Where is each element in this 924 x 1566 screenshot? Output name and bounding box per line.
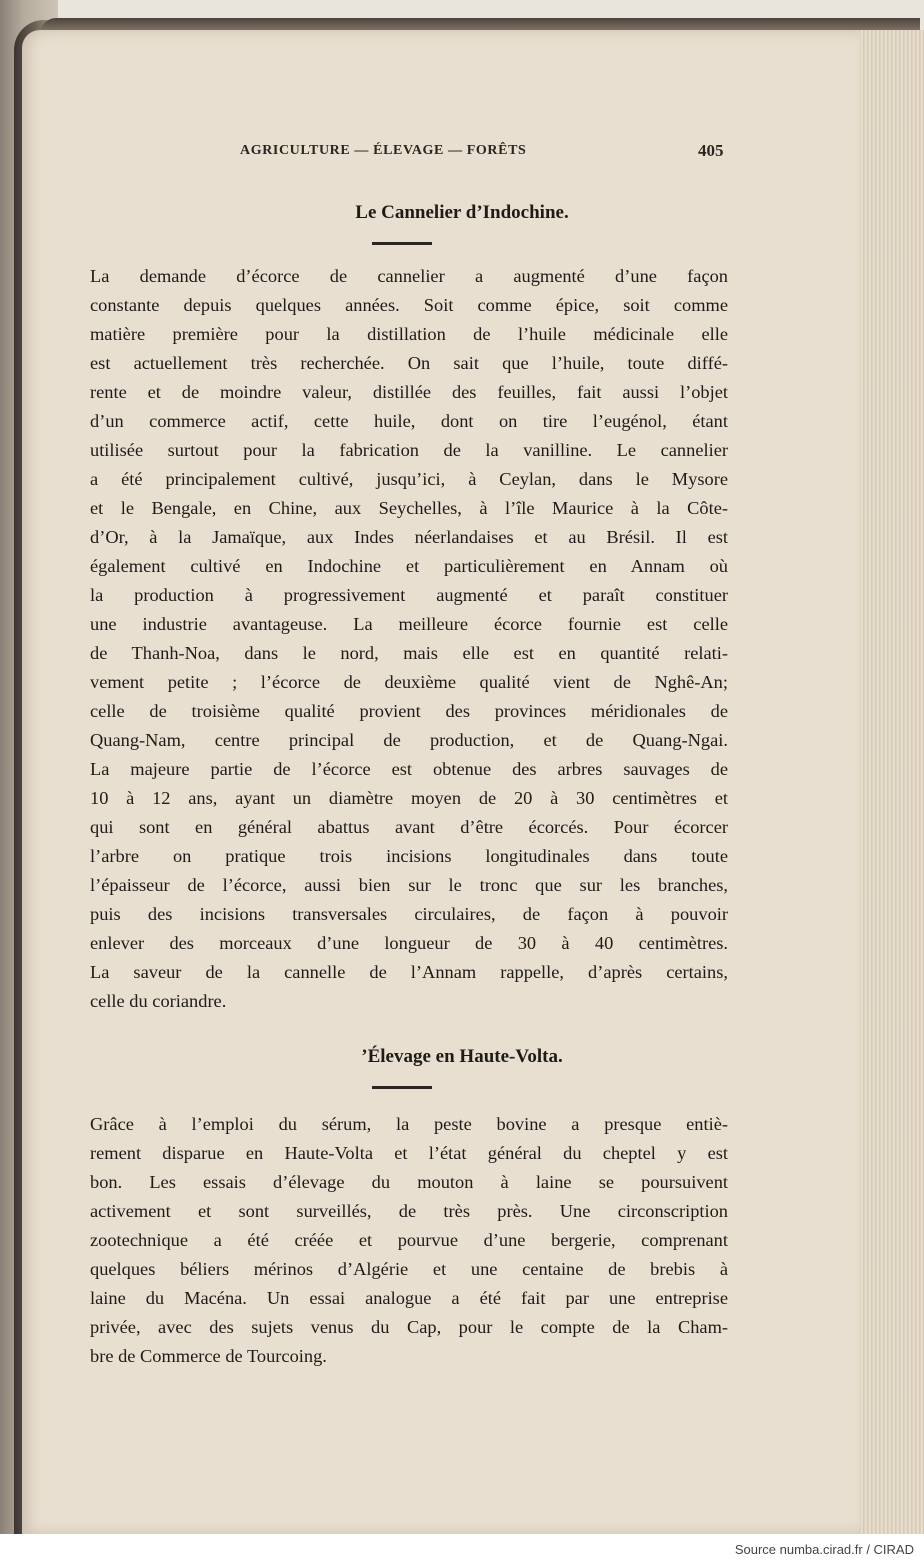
text-line: également cultivé en Indochine et particulièrement en Annam où	[90, 556, 728, 576]
text-line: celle du coriandre.	[90, 991, 227, 1011]
article1-title-rule	[372, 242, 432, 245]
text-line: celle de troisième qualité provient des provinces méridionales de	[90, 701, 728, 721]
text-line: Quang-Nam, centre principal de production, et de Quang-Ngai.	[90, 730, 728, 750]
text-line: l’arbre on pratique trois incisions longitudinales dans toute	[90, 846, 728, 866]
text-line: activement et sont surveillés, de très près. Une circonscription	[90, 1201, 728, 1221]
text-line: bre de Commerce de Tourcoing.	[90, 1346, 327, 1366]
text-line: enlever des morceaux d’une longueur de 30 à 40 centimètres.	[90, 933, 728, 953]
text-line: a été principalement cultivé, jusqu’ici, à Ceylan, dans le Mysore	[90, 469, 728, 489]
text-line: et le Bengale, en Chine, aux Seychelles, à l’île Maurice à la Côte-	[90, 498, 728, 518]
article1-title: Le Cannelier d’Indochine.	[355, 202, 569, 223]
text-line: quelques béliers mérinos d’Algérie et une centaine de brebis à	[90, 1259, 728, 1279]
text-line: une industrie avantageuse. La meilleure écorce fournie est celle	[90, 614, 728, 634]
page-number: 405	[698, 141, 724, 160]
running-header	[0, 143, 924, 163]
text-line: zootechnique a été créée et pourvue d’une bergerie, comprenant	[90, 1230, 728, 1250]
text-line: est actuellement très recherchée. On sait que l’huile, toute diffé-	[90, 353, 728, 373]
text-line: puis des incisions transversales circulaires, de façon à pouvoir	[90, 904, 728, 924]
text-line: rente et de moindre valeur, distillée des feuilles, fait aussi l’objet	[90, 382, 728, 402]
text-line: l’épaisseur de l’écorce, aussi bien sur le tronc que sur les branches,	[90, 875, 728, 895]
text-line: constante depuis quelques années. Soit comme épice, soit comme	[90, 295, 728, 315]
running-title: AGRICULTURE — ÉLEVAGE — FORÊTS	[240, 143, 527, 158]
text-line: La demande d’écorce de cannelier a augmenté d’une façon	[90, 266, 728, 286]
article1-body	[90, 262, 728, 1016]
text-line: d’un commerce actif, cette huile, dont on tire l’eugénol, étant	[90, 411, 728, 431]
text-line: utilisée surtout pour la fabrication de la vanilline. Le cannelier	[90, 440, 728, 460]
text-line: La saveur de la cannelle de l’Annam rappelle, d’après certains,	[90, 962, 728, 982]
text-line: 10 à 12 ans, ayant un diamètre moyen de 20 à 30 centimètres et	[90, 788, 728, 808]
text-line: bon. Les essais d’élevage du mouton à laine se poursuivent	[90, 1172, 728, 1192]
text-line: laine du Macéna. Un essai analogue a été fait par une entreprise	[90, 1288, 728, 1308]
text-line: qui sont en général abattus avant d’être écorcés. Pour écorcer	[90, 817, 728, 837]
text-line: rement disparue en Haute-Volta et l’état général du cheptel y est	[90, 1143, 728, 1163]
text-line: de Thanh-Noa, dans le nord, mais elle est en quantité relati-	[90, 643, 728, 663]
text-line: vement petite ; l’écorce de deuxième qualité vient de Nghê-An;	[90, 672, 728, 692]
article2-title: ’Élevage en Haute-Volta.	[361, 1046, 563, 1067]
article2-body	[90, 1110, 728, 1371]
text-line: Grâce à l’emploi du sérum, la peste bovine a presque entiè-	[90, 1114, 728, 1134]
text-line: La majeure partie de l’écorce est obtenue des arbres sauvages de	[90, 759, 728, 779]
text-line: privée, avec des sujets venus du Cap, pour le compte de la Cham-	[90, 1317, 728, 1337]
article2-title-rule	[372, 1086, 432, 1089]
text-line: la production à progressivement augmenté et paraît constituer	[90, 585, 728, 605]
text-line: d’Or, à la Jamaïque, aux Indes néerlandaises et au Brésil. Il est	[90, 527, 728, 547]
source-credit: Source numba.cirad.fr / CIRAD	[734, 1542, 914, 1557]
text-line: matière première pour la distillation de l’huile médicinale elle	[90, 324, 728, 344]
page-stack-edge	[860, 30, 924, 1534]
